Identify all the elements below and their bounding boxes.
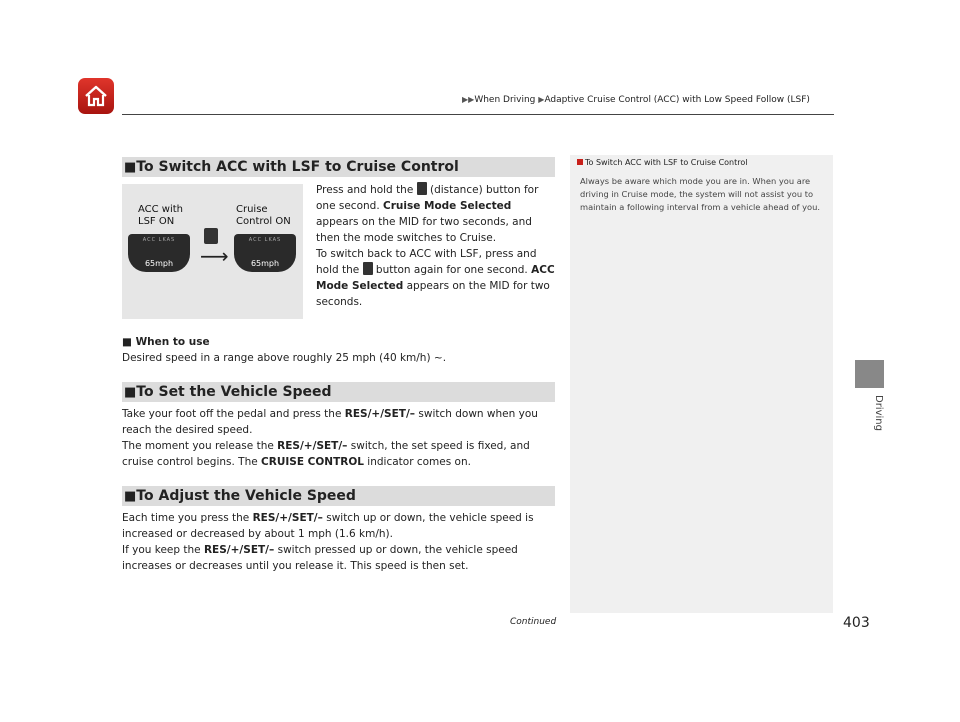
figure-label-acc: ACC with LSF ON bbox=[138, 204, 184, 227]
mid-display-figure bbox=[122, 184, 303, 319]
section3-paragraph: Each time you press the RES/+/SET/– switch up or down, the vehicle speed is increased or decreased by about 1 mph (1.6 km/h). If you keep the RES/+/SET/– switch pressed up or down, the vehicle speed increases or decreases until you release it. This speed is then set. bbox=[122, 512, 534, 572]
breadcrumb-arrow-icon: ▶ bbox=[538, 95, 545, 104]
when-to-use-text: Desired speed in a range above roughly 25 mph (40 km/h) ~. bbox=[122, 352, 447, 364]
heading-square-icon: ■ bbox=[124, 160, 137, 175]
gauge-acc: ACC LKAS 65mph bbox=[128, 234, 190, 272]
header-divider bbox=[122, 114, 834, 115]
page-number: 403 bbox=[843, 615, 870, 631]
home-button[interactable] bbox=[78, 78, 114, 114]
sidebar-note bbox=[570, 155, 833, 613]
section2-paragraph: Take your foot off the pedal and press the RES/+/SET/– switch down when you reach the desired speed. The moment you release the RES/+/SET/– switch, the set speed is fixed, and cruise control begins. The CRUISE CONTROL indicator comes on. bbox=[122, 408, 538, 468]
section1-paragraph1: Press and hold the (distance) button for one second. Cruise Mode Selected appears on the MID for two seconds, and then the mode switches to Cruise. To switch back to ACC with LSF, press and hold the button again for one second. ACC Mode Selected appears on the MID for two seconds. bbox=[316, 184, 555, 308]
breadcrumb-level1[interactable]: When Driving bbox=[474, 95, 536, 105]
distance-icon bbox=[417, 182, 427, 195]
gauge-cruise: ACC LKAS 65mph bbox=[234, 234, 296, 272]
continued-label: Continued bbox=[510, 617, 557, 627]
subheading-when-to-use: ■ When to use bbox=[122, 336, 210, 348]
distance-icon bbox=[363, 262, 373, 275]
arrow-right-icon: ⟶ bbox=[200, 244, 229, 268]
sidebar-note-title[interactable]: To Switch ACC with LSF to Cruise Control bbox=[577, 158, 748, 167]
breadcrumb bbox=[462, 95, 810, 105]
section-heading-adjust-speed: ■To Adjust the Vehicle Speed bbox=[122, 486, 555, 506]
side-tab-label: Driving bbox=[873, 395, 884, 431]
figure-label-cruise: Cruise Control ON bbox=[236, 204, 291, 227]
breadcrumb-arrow-icon: ▶▶ bbox=[462, 95, 475, 104]
sidebar-note-text: Always be aware which mode you are in. When you are driving in Cruise mode, the system will not assist you to maintain a following interval from a vehicle ahead of you. bbox=[580, 176, 821, 212]
heading-square-icon: ■ bbox=[124, 489, 137, 504]
section-heading-switch-acc: ■To Switch ACC with LSF to Cruise Control bbox=[122, 157, 555, 177]
note-marker-icon bbox=[577, 159, 583, 165]
breadcrumb-level2[interactable]: Adaptive Cruise Control (ACC) with Low Speed Follow (LSF) bbox=[544, 95, 810, 105]
distance-icon bbox=[204, 228, 218, 244]
section-heading-set-speed: ■To Set the Vehicle Speed bbox=[122, 382, 555, 402]
home-icon bbox=[83, 84, 109, 108]
subheading-square-icon: ■ bbox=[122, 336, 132, 348]
heading-square-icon: ■ bbox=[124, 385, 137, 400]
side-tab-marker[interactable] bbox=[855, 360, 884, 388]
